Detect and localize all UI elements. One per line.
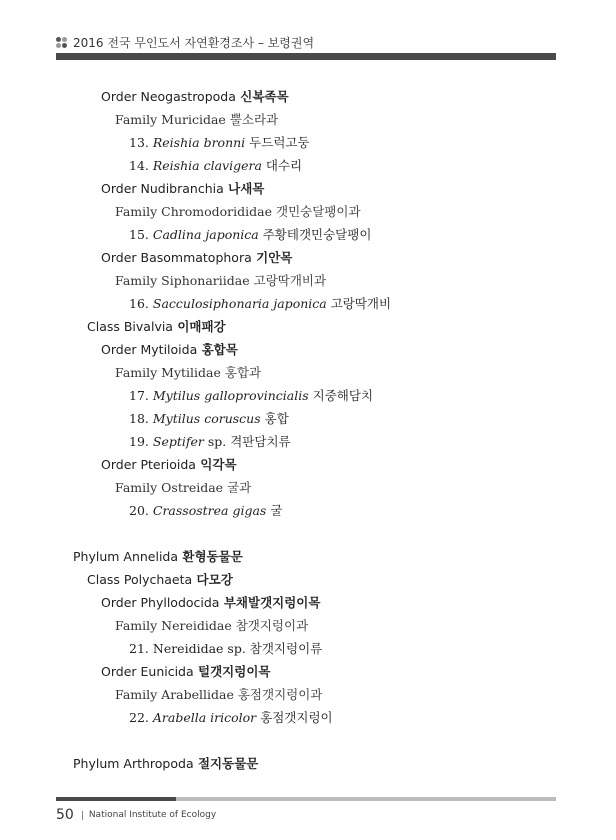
class-entry	[87, 316, 226, 338]
scientific-name: Crassostrea gigas	[152, 503, 267, 518]
species-number: 15.	[129, 227, 149, 242]
korean-name: 부채발갯지렁이목	[223, 595, 321, 610]
korean-name: 다모강	[196, 572, 233, 587]
species-number: 21.	[129, 641, 149, 656]
korean-name: 참갯지렁이류	[249, 641, 323, 656]
taxon-name: Order Nudibranchia	[101, 181, 224, 196]
korean-name: 갯민숭달팽이과	[276, 204, 361, 219]
page-footer	[56, 805, 216, 825]
taxon-name: Family Nereididae	[115, 618, 232, 633]
taxon-name: Phylum Annelida	[73, 549, 179, 564]
scientific-name: Septifer	[152, 434, 204, 449]
korean-name: 털갯지렁이목	[198, 664, 271, 679]
taxon-name: Class Polychaeta	[87, 572, 193, 587]
family-entry	[115, 270, 326, 292]
korean-name: 고랑딱개비	[330, 296, 392, 311]
taxon-name: Family Arabellidae	[115, 687, 234, 702]
species-number: 17.	[129, 388, 149, 403]
korean-name: 환형동물문	[182, 549, 243, 564]
korean-name: 대수리	[265, 158, 303, 173]
footer-institute: National Institute of Ecology	[88, 810, 217, 820]
taxon-name: Family Muricidae	[115, 112, 226, 127]
species-number: 19.	[129, 434, 149, 449]
taxon-name: Order Neogastropoda	[101, 89, 236, 104]
phylum-entry	[73, 753, 258, 775]
korean-name: 이매패강	[177, 319, 226, 334]
species-entry	[129, 408, 289, 430]
family-entry	[115, 615, 308, 637]
species-number: 13.	[129, 135, 149, 150]
phylum-entry	[73, 546, 243, 568]
family-entry	[115, 684, 322, 706]
species-number: 20.	[129, 503, 149, 518]
order-entry	[101, 592, 320, 614]
taxon-name: Family Chromodorididae	[115, 204, 273, 219]
taxon-name: Class Bivalvia	[87, 319, 173, 334]
species-entry	[129, 224, 371, 246]
species-entry	[129, 385, 373, 407]
korean-name: 격판담치류	[230, 434, 291, 449]
taxon-name: Order Eunicida	[101, 664, 194, 679]
taxon-name: Order Basommatophora	[101, 250, 252, 265]
species-entry	[129, 293, 391, 315]
name-qualifier: Nereididae sp.	[152, 641, 246, 656]
species-number: 18.	[129, 411, 149, 426]
header-title: 2016 전국 무인도서 자연환경조사 – 보령권역	[73, 35, 315, 50]
taxon-name: Order Pterioida	[101, 457, 196, 472]
running-header	[56, 31, 556, 53]
species-entry	[129, 155, 302, 177]
taxon-name: Family Mytilidae	[115, 365, 221, 380]
order-entry	[101, 339, 238, 361]
korean-name: 기안목	[256, 250, 293, 265]
order-entry	[101, 454, 237, 476]
korean-name: 고랑딱개비과	[253, 273, 327, 288]
footer-separator	[82, 811, 83, 820]
species-entry	[129, 431, 291, 453]
korean-name: 신복족목	[240, 89, 289, 104]
family-entry	[115, 362, 261, 384]
korean-name: 익각목	[200, 457, 237, 472]
scientific-name: Arabella iricolor	[152, 710, 257, 725]
order-entry	[101, 247, 292, 269]
korean-name: 뿔소라과	[229, 112, 279, 127]
scientific-name: Reishia clavigera	[152, 158, 262, 173]
korean-name: 홍합	[264, 411, 289, 426]
species-entry	[129, 707, 333, 729]
species-number: 16.	[129, 296, 149, 311]
species-entry	[129, 638, 322, 660]
species-entry	[129, 132, 310, 154]
page-number: 50	[56, 807, 74, 823]
scientific-name: Sacculosiphonaria japonica	[152, 296, 327, 311]
korean-name: 홍합목	[201, 342, 238, 357]
korean-name: 홍합과	[224, 365, 262, 380]
korean-name: 절지동물문	[197, 756, 259, 771]
order-entry	[101, 86, 289, 108]
korean-name: 굴	[270, 503, 283, 518]
taxon-name: Order Phyllodocida	[101, 595, 220, 610]
header-rule	[56, 53, 556, 60]
species-number: 14.	[129, 158, 149, 173]
species-entry	[129, 500, 282, 522]
order-entry	[101, 178, 264, 200]
korean-name: 홍점갯지렁이	[260, 710, 333, 725]
family-entry	[115, 109, 278, 131]
korean-name: 홍점갯지렁이과	[237, 687, 323, 702]
korean-name: 나새목	[228, 181, 265, 196]
taxon-name: Order Mytiloida	[101, 342, 198, 357]
taxon-name: Family Ostreidae	[115, 480, 224, 495]
taxon-name: Family Siphonariidae	[115, 273, 250, 288]
scientific-name: Mytilus coruscus	[152, 411, 261, 426]
korean-name: 참갯지렁이과	[235, 618, 309, 633]
bullet-dots-icon	[56, 37, 67, 48]
scientific-name: Reishia bronni	[152, 135, 246, 150]
footer-rule-light	[176, 797, 556, 801]
korean-name: 지중해담치	[312, 388, 374, 403]
name-qualifier: sp.	[207, 434, 227, 449]
taxon-name: Phylum Arthropoda	[73, 756, 194, 771]
class-entry	[87, 569, 233, 591]
korean-name: 굴과	[227, 480, 252, 495]
korean-name: 두드럭고둥	[249, 135, 310, 150]
order-entry	[101, 661, 270, 683]
korean-name: 주황테갯민숭달팽이	[262, 227, 372, 242]
scientific-name: Mytilus galloprovincialis	[152, 388, 309, 403]
species-number: 22.	[129, 710, 149, 725]
footer-rule	[56, 797, 176, 801]
scientific-name: Cadlina japonica	[152, 227, 259, 242]
family-entry	[115, 477, 251, 499]
family-entry	[115, 201, 361, 223]
